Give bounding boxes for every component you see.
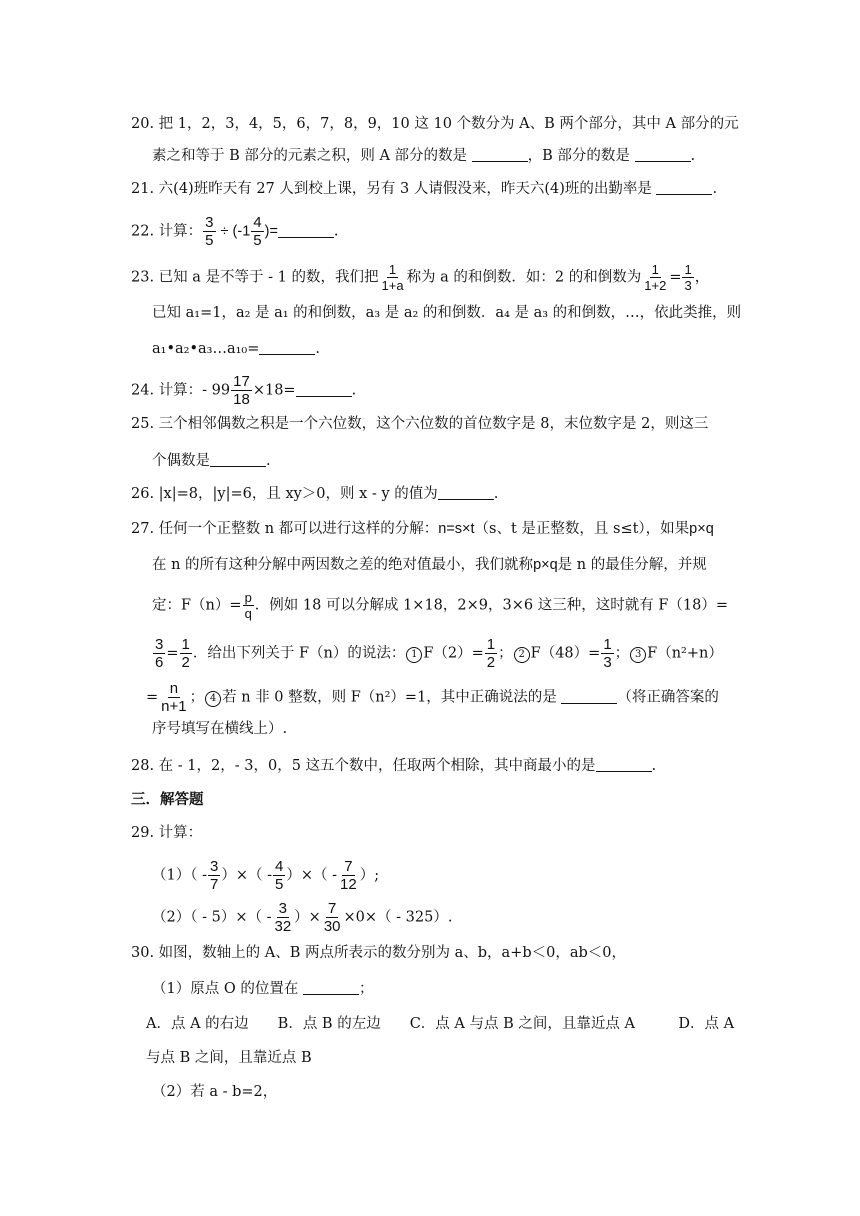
numerator: 17 — [233, 373, 250, 390]
question-text: 如图，数轴上的 A、B 两点所表示的数分别为 a、b，a+b＜0，ab＜0， — [158, 945, 627, 961]
question-text: 若 n 非 0 整数，则 F（n²）=1，其中正确说法的是 — [222, 689, 562, 706]
question-number: 30. — [131, 945, 155, 961]
numerator: 3 — [205, 214, 214, 231]
numerator: 3 — [278, 900, 287, 917]
question-text: F（n²+n） — [647, 645, 723, 662]
question-25-line-2 — [152, 450, 271, 472]
question-number: 27. — [131, 521, 155, 537]
question-text: 计算：- 99 — [158, 382, 231, 399]
operator: = — [146, 689, 159, 706]
question-20 — [131, 113, 739, 135]
numerator: 1 — [684, 262, 692, 277]
circled-number: 2 — [514, 647, 530, 663]
question-text: . — [651, 758, 657, 774]
question-30-part-2 — [152, 1081, 277, 1103]
answer-blank[interactable] — [210, 452, 266, 467]
question-text: F（2）= — [423, 645, 484, 662]
question-text: （2）（ - 5）×（ - — [152, 909, 272, 926]
question-text: ，B 部分的数是 — [527, 148, 635, 164]
denominator: n+1 — [161, 698, 187, 715]
answer-blank[interactable] — [303, 980, 359, 995]
operator: ÷ (-1 — [216, 223, 251, 240]
question-text: 在 - 1，2，- 3，0，5 这五个数中，任取两个相除，其中商最小的是 — [158, 758, 596, 774]
denominator: 1+a — [381, 278, 404, 293]
answer-blank[interactable] — [561, 689, 617, 704]
question-number: 25. — [131, 416, 155, 432]
fraction — [251, 214, 263, 249]
numerator: n — [169, 680, 179, 697]
question-text: . — [333, 223, 339, 240]
answer-blank[interactable] — [635, 147, 691, 162]
question-text: 任何一个正整数 n 都可以进行这样的分解： — [158, 521, 439, 537]
question-text: |x|=8，|y|=6，且 xy＞0，则 x - y 的值为 — [158, 486, 438, 502]
fraction — [273, 858, 285, 893]
question-23-line-2 — [152, 302, 741, 324]
question-number: 26. — [131, 486, 155, 502]
circled-number: 3 — [630, 647, 646, 663]
fraction — [682, 262, 693, 293]
question-text: . — [351, 382, 357, 399]
answer-options: A．点 A 的右边 B．点 B 的左边 C．点 A 与点 B 之间，且靠近点 A D．点 A — [146, 1016, 735, 1032]
question-30 — [131, 942, 626, 964]
numerator: 1 — [486, 636, 496, 653]
question-number: 29. — [131, 825, 155, 841]
denominator: 3 — [603, 654, 612, 671]
question-text: 已知 a₁=1，a₂ 是 a₁ 的和倒数，a₃ 是 a₂ 的和倒数．a₄ 是 a₃ 的和倒数，…，依此类推，则 — [152, 305, 742, 321]
question-28 — [131, 755, 656, 777]
question-27-line-2 — [152, 554, 707, 576]
question-number: 22. — [131, 223, 155, 240]
question-text: ．例如 18 可以分解成 1×18，2×9，3×6 这三种，这时就有 F（18）= — [254, 597, 728, 614]
answer-blank[interactable] — [472, 147, 528, 162]
denominator: 2 — [486, 654, 496, 671]
question-29-part-1 — [152, 858, 379, 893]
fraction — [180, 636, 192, 671]
question-text: ， — [694, 269, 710, 286]
question-text: . — [266, 453, 271, 469]
question-text: ）×（ - — [286, 867, 338, 884]
question-text: ）; — [359, 867, 380, 884]
numerator: 4 — [253, 214, 262, 231]
fraction — [231, 373, 252, 408]
numerator: 3 — [209, 858, 219, 875]
question-text: 在 n 的所有这种分解中两因数之差的绝对值最小，我们就称 — [152, 557, 534, 573]
question-text: 把 1，2，3，4，5，6，7，8，9，10 这 10 个数分为 A、B 两个部分，其中 A 部分的元 — [158, 116, 739, 132]
question-number: 23. — [131, 269, 155, 286]
question-27-line-4 — [152, 636, 723, 671]
question-text: （s、t 是正整数，且 s≤t），如果 — [474, 521, 690, 537]
denominator: 5 — [275, 876, 284, 893]
formula: p×q — [689, 521, 714, 537]
question-22 — [131, 214, 339, 249]
question-text: （将正确答案的 — [617, 689, 719, 706]
operator: = — [669, 269, 682, 286]
denominator: 32 — [274, 918, 292, 935]
denominator: 1+2 — [644, 278, 667, 293]
question-text: ×18= — [252, 382, 296, 399]
question-25 — [131, 413, 708, 435]
numerator: 1 — [603, 636, 612, 653]
question-text: ； — [189, 689, 205, 706]
answer-blank[interactable] — [259, 340, 315, 355]
question-text: 序号填写在横线上）. — [152, 721, 288, 737]
question-text: ； — [358, 981, 374, 997]
question-text: . — [493, 486, 499, 502]
answer-blank[interactable] — [656, 180, 712, 195]
question-27-line-6 — [152, 718, 287, 740]
answer-blank[interactable] — [438, 485, 494, 500]
denominator: q — [244, 606, 252, 621]
answer-blank[interactable] — [596, 757, 652, 772]
answer-blank[interactable] — [296, 382, 352, 397]
question-number: 28. — [131, 758, 155, 774]
fraction — [485, 636, 497, 671]
numerator: 3 — [155, 636, 164, 653]
numerator: 1 — [651, 262, 659, 277]
fraction — [272, 900, 293, 935]
question-30-options-line-2 — [146, 1047, 312, 1069]
question-text: ×0×（ - 325）. — [343, 909, 453, 926]
denominator: 5 — [253, 232, 262, 249]
circled-number: 1 — [406, 647, 422, 663]
fraction — [338, 858, 359, 893]
question-text: 六(4)班昨天有 27 人到校上课，另有 3 人请假没来，昨天六(4)班的出勤率是 — [158, 181, 657, 197]
question-text: 已知 a 是不等于 - 1 的数，我们把 — [158, 269, 379, 286]
question-text: F（48）= — [530, 645, 601, 662]
circled-number: 4 — [205, 691, 221, 707]
denominator: 30 — [323, 918, 341, 935]
question-20-line-2 — [152, 145, 695, 167]
fraction — [153, 636, 165, 671]
question-23-line-3 — [152, 338, 320, 360]
operator: = — [166, 645, 179, 662]
question-number: 24. — [131, 382, 155, 399]
formula: p×q — [533, 557, 558, 573]
question-text: . — [690, 148, 696, 164]
question-24 — [131, 373, 356, 408]
question-text: . — [315, 341, 321, 357]
question-text: 称为 a 的和倒数．如：2 的和倒数为 — [406, 269, 642, 286]
numerator: 4 — [275, 858, 284, 875]
denominator: 12 — [340, 876, 357, 893]
fraction — [642, 262, 668, 293]
denominator: 18 — [233, 391, 250, 408]
question-text: 计算： — [158, 223, 203, 240]
question-26 — [131, 483, 498, 505]
question-text: 计算： — [158, 825, 203, 841]
fraction — [159, 680, 188, 715]
question-21 — [131, 178, 717, 200]
question-text: 是 n 的最佳分解，并规 — [557, 557, 707, 573]
denominator: 2 — [181, 654, 190, 671]
question-text: 定：F（n）= — [152, 597, 242, 614]
numerator: 7 — [344, 858, 353, 875]
question-text: ．给出下列关于 F（n）的说法： — [192, 645, 406, 662]
question-text: ； — [498, 645, 513, 662]
question-29-part-2 — [152, 900, 452, 935]
answer-options: 与点 B 之间，且靠近点 B — [146, 1050, 312, 1066]
fraction — [243, 590, 254, 621]
fraction — [322, 900, 343, 935]
fraction — [601, 636, 613, 671]
question-29 — [131, 822, 202, 844]
answer-blank[interactable] — [278, 223, 334, 238]
denominator: 5 — [205, 232, 214, 249]
question-text: ； — [614, 645, 630, 662]
question-text: ）×（ - — [221, 867, 272, 884]
question-number: 20. — [131, 116, 155, 132]
question-text: （1）原点 O 的位置在 — [152, 981, 303, 997]
question-text: 素之和等于 B 部分的元素之积，则 A 部分的数是 — [152, 148, 472, 164]
question-text: . — [712, 181, 718, 197]
question-text: （1）（ - — [152, 867, 207, 884]
operator: )= — [264, 223, 278, 240]
question-27-line-5 — [146, 680, 719, 715]
denominator: 7 — [209, 876, 219, 893]
question-27-line-3 — [152, 590, 728, 621]
formula: n=s×t — [438, 521, 475, 537]
question-text: a₁•a₂•a₃…a₁₀= — [152, 341, 260, 357]
question-text: 三个相邻偶数之积是一个六位数，这个六位数的首位数字是 8，末位数字是 2，则这三 — [158, 416, 709, 432]
numerator: 7 — [328, 900, 337, 917]
numerator: 1 — [388, 262, 397, 277]
question-text: （2）若 a - b=2， — [152, 1084, 278, 1100]
denominator: 6 — [155, 654, 164, 671]
question-text: ）× — [294, 909, 321, 926]
section-heading: 三．解答题 — [131, 791, 204, 808]
fraction — [380, 262, 406, 293]
question-27 — [131, 518, 714, 540]
question-30-options — [146, 1013, 734, 1035]
question-30-part-1 — [152, 978, 373, 1000]
fraction — [203, 214, 215, 249]
fraction — [208, 858, 220, 893]
question-number: 21. — [131, 181, 155, 197]
question-text: 个偶数是 — [152, 453, 210, 469]
numerator: p — [244, 590, 252, 605]
question-23 — [131, 262, 709, 293]
numerator: 1 — [181, 636, 190, 653]
denominator: 3 — [684, 278, 692, 293]
